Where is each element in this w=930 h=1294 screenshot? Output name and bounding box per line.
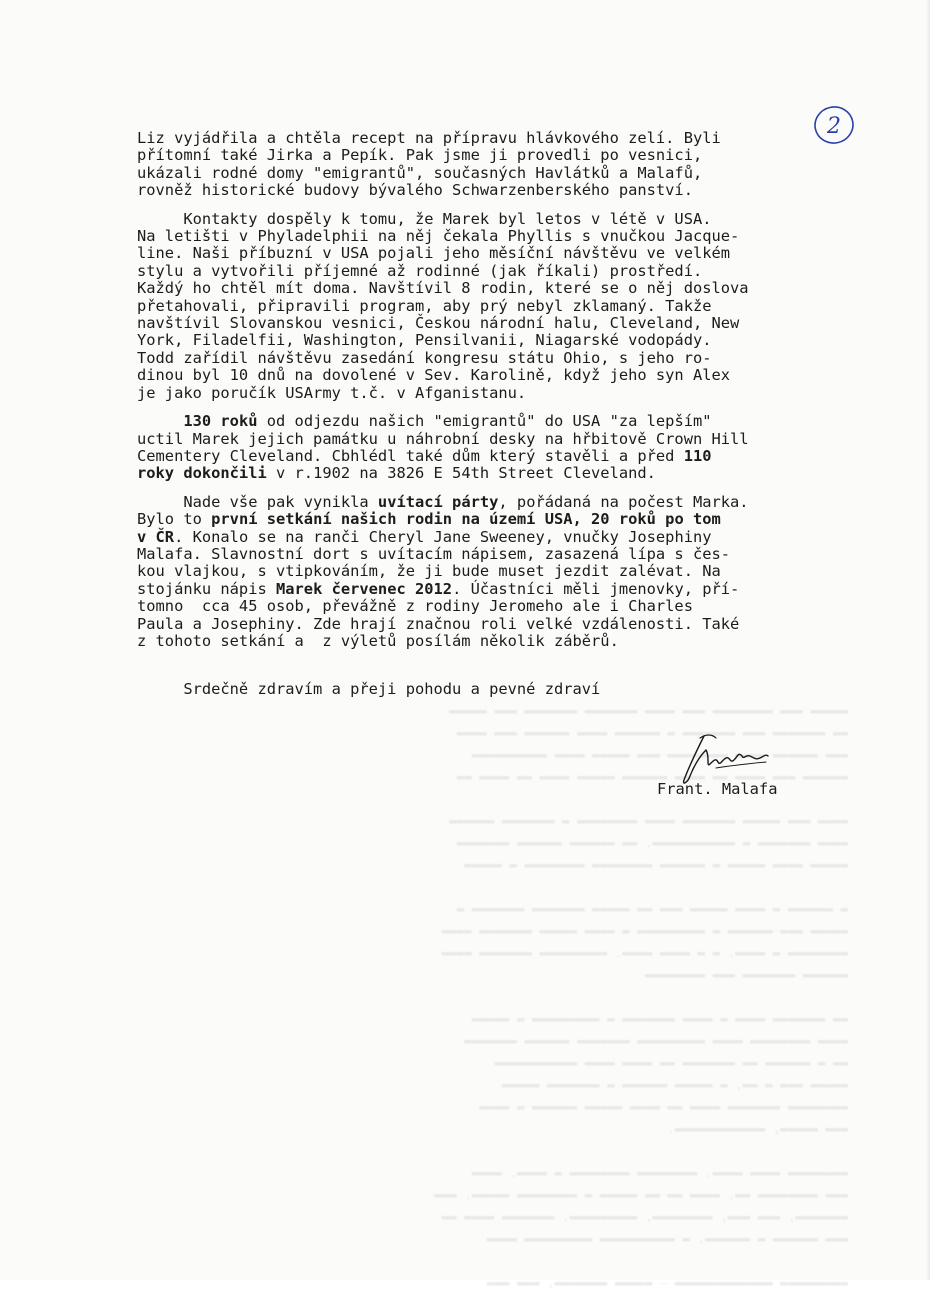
text-line xyxy=(137,130,857,147)
letter-body xyxy=(137,130,857,661)
text-run: rovněž historické budovy bývalého Schwarzenberského panství. xyxy=(137,181,693,200)
text-line xyxy=(137,385,857,402)
text-line xyxy=(137,563,857,580)
text-line xyxy=(137,546,857,563)
bleed-through-texture: ▬▬▬▬▬ ▬▬▬ ▬▬▬▬▬▬▬▬ ▬▬▬ ▬▬▬▬ ▬▬▬▬▬▬▬ ▬▬▬▬▬▬▬ ▬▬▬ ▬▬▬▬▬ ▬▬ ▬▬▬▬▬▬▬ ▬▬▬ ▬▬▬▬▬▬▬ ▬ ▬▬▬▬▬▬ ▬▬▬▬ ▬▬▬▬▬▬ ▬▬▬ ▬▬▬▬ ▬▬▬ ▬▬▬▬▬▬ ▬▬▬▬ ▬▬▬▬▬▬▬▬ ▬▬▬ ▬▬▬▬▬ ▬▬▬▬ ▬▬▬▬▬▬▬▬▬▬ ▬▬▬▬▬▬ ▬▬▬ ▬▬▬▬ ▬▬ ▬▬▬▬ ▬▬▬▬▬▬ ▬▬▬▬▬ ▬▬▬▬ ▬▬ ▬▬▬▬ ▬▬ ▬▬▬▬ ▬▬▬ ▬▬▬▬▬ ▬▬▬▬▬▬▬ ▬▬▬▬ ▬▬▬▬▬▬▬▬ ▬ ▬▬▬▬▬▬▬ ▬▬▬▬▬▬ ▬▬▬▬ ▬▬▬▬▬▬▬ ▬ ▬▬▬▬▬▬▬▬▬▬▬. ▬▬ ▬▬▬▬▬▬ ▬▬▬▬▬▬ ▬▬▬▬▬▬▬ ▬▬▬▬▬ ▬▬▬▬ ▬▬▬▬▬ ▬ ▬▬▬▬▬▬ ▬▬▬▬▬▬▬▬ ▬▬▬▬▬▬▬▬ ▬ ▬▬▬▬▬ ▬ ▬▬▬▬▬▬ ▬ ▬▬▬▬ ▬▬▬▬▬ ▬▬▬ ▬▬ ▬▬▬▬▬ ▬▬▬▬▬▬▬ ▬▬▬▬▬▬▬ ▬ ▬▬▬▬▬ ▬▬▬ ▬▬▬▬▬▬ ▬ ▬▬▬▬▬▬▬▬▬ ▬ ▬▬▬▬ ▬▬▬▬▬ ▬▬▬▬▬▬▬ ▬▬▬▬ ▬▬▬▬▬▬▬▬ ▬ ▬▬▬▬. ▬ ▬ ▬▬▬▬ ▬▬▬▬. ▬▬▬▬▬▬▬▬▬ ▬▬▬▬▬▬▬ ▬▬▬▬ ▬▬▬▬▬▬ ▬▬▬▬▬▬▬ ▬▬▬ ▬▬▬▬▬▬▬▬ ▬▬ ▬▬▬▬▬▬▬ ▬▬▬▬ ▬ ▬▬▬▬ ▬▬▬▬▬▬▬ ▬ ▬▬▬▬▬▬▬▬▬ ▬ ▬▬▬▬▬ ▬▬▬▬ ▬▬▬▬▬▬▬▬ ▬▬▬▬ ▬▬▬▬▬▬▬▬▬ ▬▬▬▬▬▬▬ ▬▬▬▬▬▬ ▬▬▬▬▬▬▬ ▬▬ ▬ ▬▬▬▬▬▬ ▬▬ ▬▬▬▬▬▬▬ ▬▬ ▬▬▬▬ ▬▬▬▬ ▬▬▬▬▬▬▬▬▬▬▬ ▬▬▬▬▬ ▬▬▬ ▬ ▬▬, ▬ ▬▬▬▬▬ ▬▬▬▬▬▬ ▬ ▬▬▬▬▬▬▬ ▬▬▬▬▬ ▬▬▬▬▬▬▬▬ ▬▬▬▬▬▬▬ ▬▬▬▬ ▬▬ ▬▬▬▬ ▬▬▬▬▬ ▬▬▬▬▬▬ ▬ ▬▬▬▬ ▬▬▬ ▬▬▬▬▬, ▬▬▬▬▬▬▬▬▬▬▬▬. ▬▬▬▬▬▬▬▬ ▬▬▬▬ ▬▬▬▬. ▬▬▬▬▬▬▬▬ ▬▬▬▬▬▬▬▬ ▬ ▬▬▬▬. ▬▬▬▬ ▬▬▬ ▬▬▬▬▬▬▬▬ ▬▬. ▬▬▬▬ ▬▬ ▬▬ ▬▬▬▬▬ ▬ ▬▬▬▬▬▬▬▬ ▬▬▬▬▬. ▬▬▬ ▬▬▬▬▬▬▬, ▬▬▬ ▬▬▬, ▬▬▬▬▬▬▬▬, ▬▬▬▬▬▬▬▬▬. ▬▬▬▬▬▬▬ ▬▬▬▬ ▬▬ ▬▬▬ ▬▬▬▬▬▬ ▬ ▬▬▬▬▬▬. ▬ ▬▬▬▬▬▬▬▬▬▬ ▬▬▬▬▬▬▬▬▬ ▬▬▬▬ ▬▬▬▬▬▬▬▬▬ ▬▬▬▬▬▬▬▬▬▬▬▬▬ — ▬▬▬▬▬ ▬▬▬▬▬▬▬, ▬▬▬ ▬▬▬ xyxy=(434,703,848,1290)
text-run: Každý ho chtěl mít doma. Navštívil 8 rodin, které se o něj doslova xyxy=(137,279,749,298)
text-line xyxy=(137,332,857,349)
text-run: dinou byl 10 dnů na dovolené v Sev. Karolině, když jeho syn Alex xyxy=(137,366,731,385)
text-run: od odjezdu našich "emigrantů" do USA "za lepším" xyxy=(257,412,712,431)
page-edge-shadow xyxy=(926,0,930,1280)
text-line xyxy=(137,280,857,297)
text-line xyxy=(137,263,857,280)
text-run: , pořádaná na počest Marka. xyxy=(498,492,749,511)
text-run: uctil Marek jejich památku u náhrobní desky na hřbitově Crown Hill xyxy=(137,429,749,448)
bold-text-run: 110 xyxy=(683,446,712,465)
text-run: kou vlajkou, s vtipkováním, že ji bude muset jezdit zalévat. Na xyxy=(137,562,721,581)
text-run: Liz vyjádřila a chtěla recept na přípravu hlávkového zelí. Byli xyxy=(137,129,721,147)
text-line xyxy=(137,494,857,511)
bold-text-run: roky dokončili xyxy=(137,464,267,483)
text-run: Nade vše pak vynikla xyxy=(137,492,378,511)
text-line xyxy=(137,448,857,465)
letter-paragraph xyxy=(137,130,857,200)
text-line xyxy=(137,633,857,650)
text-run: přítomní také Jirka a Pepík. Pak jsme ji provedli po vesnici, xyxy=(137,146,703,165)
text-run: stylu a vytvořili příjemné až rodinné (jak říkali) prostředí. xyxy=(137,261,703,280)
text-run: York, Filadelfii, Washington, Pensilvanii, Niagarské vodopády. xyxy=(137,331,712,350)
letter-paragraph xyxy=(137,494,857,651)
text-line xyxy=(137,350,857,367)
bold-text-run: první setkání našich rodin na území USA, 20 roků po tom xyxy=(211,510,721,529)
text-line xyxy=(137,315,857,332)
bold-text-run: v ČR xyxy=(137,527,175,546)
letter-paragraph xyxy=(137,413,857,483)
text-run: Malafa. Slavnostní dort s uvítacím nápisem, zasazená lípa s čes- xyxy=(137,544,731,563)
text-run: z tohoto setkání a z výletů posílám několik záběrů. xyxy=(137,631,619,650)
text-run: Bylo to xyxy=(137,510,212,529)
text-run xyxy=(137,412,183,430)
text-line xyxy=(137,616,857,633)
text-run: Todd zařídil návštěvu zasedání kongresu státu Ohio, s jeho ro- xyxy=(137,348,712,367)
text-run: Paula a Josephiny. Zde hrají značnou roli velké vzdálenosti. Také xyxy=(137,614,740,633)
text-run: ukázali rodné domy "emigrantů", současných Havlátků a Malafů, xyxy=(137,163,703,182)
text-run: tomno cca 45 osob, převážně z rodiny Jeromeho ale i Charles xyxy=(137,597,693,616)
text-line xyxy=(137,367,857,384)
text-line xyxy=(137,529,857,546)
text-line xyxy=(137,211,857,228)
text-line xyxy=(137,245,857,262)
text-run: v r.1902 na 3826 E 54th Street Cleveland. xyxy=(266,464,656,483)
bold-text-run: uvítací párty xyxy=(377,492,499,511)
text-line xyxy=(137,511,857,528)
text-line xyxy=(137,182,857,199)
bold-text-run: 130 roků xyxy=(183,412,258,431)
letter-paragraph xyxy=(137,211,857,402)
text-run: je jako poručík USArmy t.č. v Afganistanu. xyxy=(137,383,527,402)
text-run: . Konalo se na ranči Cheryl Jane Sweeney, vnučky Josephiny xyxy=(174,527,712,546)
text-run: navštívil Slovanskou vesnici, Českou národní halu, Cleveland, New xyxy=(137,314,740,333)
closing-line: Srdečně zdravím a přeji pohodu a pevné zdraví xyxy=(137,680,601,698)
text-line xyxy=(137,581,857,598)
text-line xyxy=(137,228,857,245)
text-line xyxy=(137,165,857,182)
text-line xyxy=(137,298,857,315)
text-line xyxy=(137,431,857,448)
text-run: Na letišti v Phyladelphii na něj čekala Phyllis s vnučkou Jacque- xyxy=(137,227,740,246)
text-run: přetahovali, připravili program, aby prý nebyl zklamaný. Takže xyxy=(137,296,712,315)
text-line xyxy=(137,147,857,164)
text-run: stojánku nápis xyxy=(137,579,276,598)
text-run: Cementery Cleveland. Cbhlédl také dům který stavěli a před xyxy=(137,446,684,465)
text-run: line. Naši příbuzní v USA pojali jeho měsíční návštěvu ve velkém xyxy=(137,244,731,263)
text-run: Kontakty dospěly k tomu, že Marek byl letos v létě v USA. xyxy=(137,209,712,228)
text-line xyxy=(137,598,857,615)
bold-text-run: Marek červenec 2012 xyxy=(276,579,453,598)
signature-name: Frant. Malafa xyxy=(657,780,778,798)
page-number-text: 2 xyxy=(827,114,841,139)
text-line xyxy=(137,413,857,430)
text-line xyxy=(137,465,857,482)
text-run: . Účastníci měli jmenovky, pří- xyxy=(452,579,740,598)
